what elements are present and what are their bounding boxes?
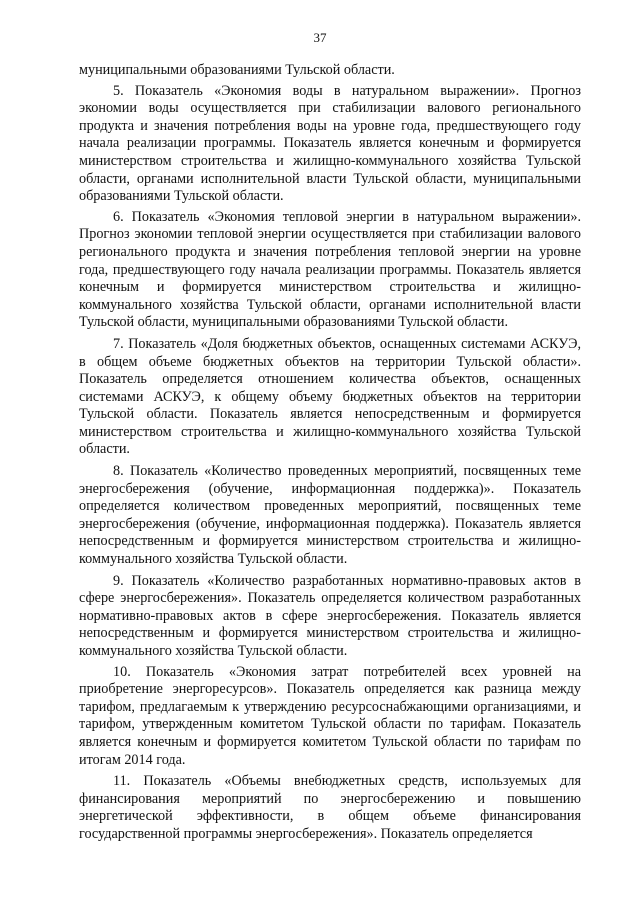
page-number: 37 (313, 30, 327, 45)
paragraph-indicator-8: 8. Показатель «Количество проведенных мероприятий, посвященных теме энергосбережения (обучение, информационная поддержка)». Показатель определяется количеством проведенных мероприятий, посвященных теме энергосбережения (обучение, информационная поддержка). Показатель является непосредственным и формируется министерством строительства и жилищно-коммунального хозяйства Тульской области. (79, 463, 581, 568)
document-body (79, 62, 581, 847)
paragraph-indicator-9: 9. Показатель «Количество разработанных нормативно-правовых актов в сфере энергосбережения». Показатель определяется количеством разработанных нормативно-правовых актов в сфере энергосбережения. Показатель является непосредственным и формируется министерством строительства и жилищно-коммунального хозяйства Тульской области. (79, 572, 581, 659)
paragraph-indicator-5: 5. Показатель «Экономия воды в натуральном выражении». Прогноз экономии воды осуществляется при стабилизации валового регионального продукта и значения потребления воды на уровне года, предшествующего году начала реализации программы. Показатель является конечным и формируется министерством строительства и жилищно-коммунального хозяйства Тульской области, органами исполнительной власти Тульской области, муниципальными образованиями Тульской области. (79, 82, 581, 205)
paragraph-indicator-11: 11. Показатель «Объемы внебюджетных средств, используемых для финансирования мероприятий по энергосбережению и повышению энергетической эффективности, в общем объеме финансирования государственной программы энергосбережения». Показатель определяется (79, 773, 581, 842)
paragraph-indicator-7: 7. Показатель «Доля бюджетных объектов, оснащенных системами АСКУЭ, в общем объеме бюджетных объектов на территории Тульской области». Показатель определяется отношением количества объектов, оснащенных системами АСКУЭ, к общему объему бюджетных объектов на территории Тульской области. Показатель является непосредственным и формируется министерством строительства и жилищно-коммунального хозяйства Тульской области. (79, 335, 581, 458)
paragraph-continuation: муниципальными образованиями Тульской области. (79, 62, 395, 78)
paragraph-indicator-6: 6. Показатель «Экономия тепловой энергии в натуральном выражении». Прогноз экономии тепловой энергии осуществляется при стабилизации валового регионального продукта и значения потребления тепловой энергии на уровне года, предшествующего году начала реализации программы. Показатель является конечным и формируется министерством строительства и жилищно-коммунального хозяйства Тульской области, органами исполнительной власти Тульской области, муниципальными образованиями Тульской области. (79, 208, 581, 331)
paragraph-indicator-10: 10. Показатель «Экономия затрат потребителей всех уровней на приобретение энергоресурсов». Показатель определяется как разница между тарифом, предлагаемым к утверждению ресурсоснабжающими организациями, и тарифом, утвержденным комитетом Тульской области по тарифам. Показатель является конечным и формируется комитетом Тульской области по тарифам по итогам 2014 года. (79, 663, 581, 768)
